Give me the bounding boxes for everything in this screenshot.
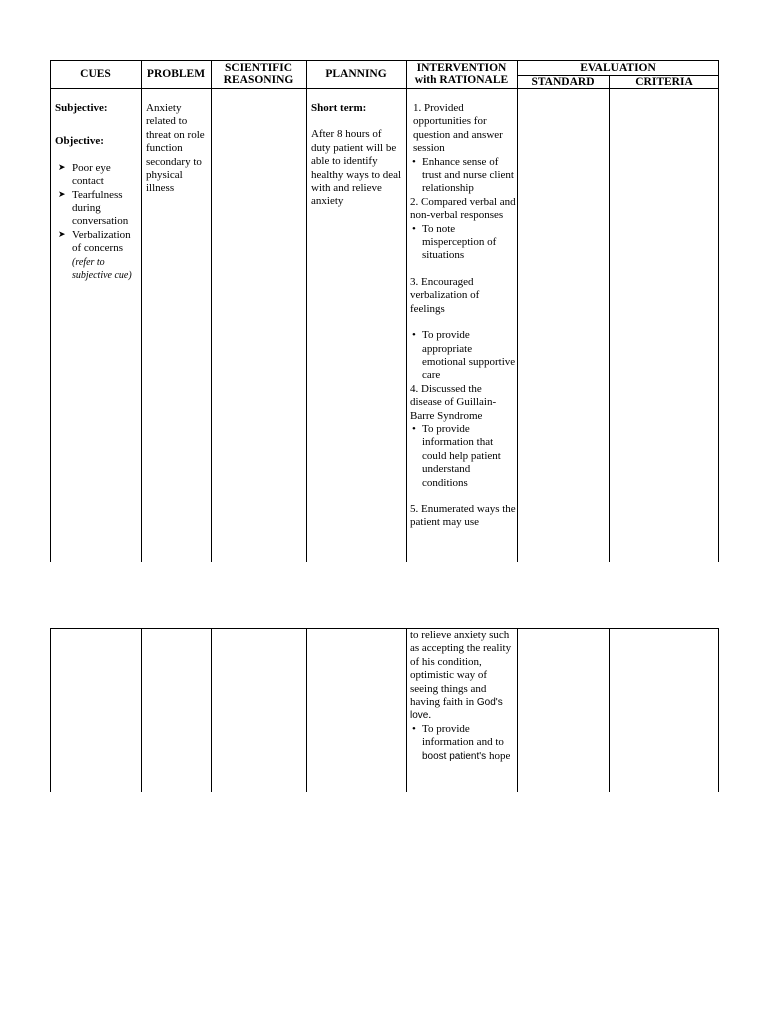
table-border-right	[718, 628, 719, 792]
care-plan-table-part-2	[50, 628, 719, 792]
list-item: ➤ Verbalization of concerns	[55, 229, 139, 256]
intervention-5-text: to relieve anxiety such as accepting the reality of his condition, optimistic way of seeing things and having faith in	[410, 629, 512, 709]
intervention-5-start: 5. Enumerated ways the patient may use	[410, 502, 516, 529]
rationale-3	[410, 329, 516, 383]
column-divider	[141, 628, 142, 792]
rationale-2	[410, 223, 516, 263]
intervention-5-period: .	[428, 709, 432, 722]
column-divider	[406, 60, 407, 562]
intervention-5-emphasis: God's love	[410, 697, 503, 722]
table-border-left	[50, 60, 51, 562]
intervention-cell-continued	[410, 629, 516, 763]
column-divider	[609, 628, 610, 792]
bullet-icon: •	[412, 422, 416, 435]
header-scientific-reasoning	[211, 60, 306, 88]
planning-text: After 8 hours of duty patient will be able to identify healthy ways to deal with and relieve anxiety	[311, 128, 402, 208]
header-scientific-line1: SCIENTIFIC	[224, 62, 293, 74]
intervention-3: 3. Encouraged verbalization of feelings	[410, 275, 480, 315]
list-item: ➤ Tearfulness during conversation	[55, 189, 139, 229]
rationale-text: To provide appropriate emotional supportive care	[422, 329, 516, 382]
header-cues: CUES	[80, 68, 111, 80]
rationale-text: To provide information and to	[422, 722, 504, 749]
bullet-icon: •	[412, 155, 416, 168]
column-divider	[306, 60, 307, 562]
header-scientific-line2: REASONING	[223, 74, 294, 86]
header-planning: PLANNING	[325, 68, 387, 80]
table-border-right	[718, 60, 719, 562]
column-divider	[517, 628, 518, 792]
rationale-4	[410, 423, 516, 490]
subjective-label: Subjective:	[55, 102, 108, 114]
rationale-text-emphasis: boost patient's	[422, 750, 487, 762]
intervention-2: 2. Compared verbal and non-verbal responses	[410, 195, 516, 222]
cues-cell	[55, 102, 139, 282]
header-evaluation: EVALUATION	[580, 61, 656, 74]
rationale-1	[410, 156, 516, 196]
intervention-1: 1. Provided opportunities for question and answer session	[413, 102, 503, 155]
intervention-5-continued	[410, 629, 516, 723]
header-intervention-line1: INTERVENTION	[416, 62, 507, 74]
problem-text: Anxiety related to threat on role function secondary to physical illness	[146, 102, 205, 195]
column-divider	[141, 60, 142, 562]
table-border-top	[50, 628, 719, 629]
bullet-icon: •	[412, 329, 416, 342]
header-bottom-border	[50, 88, 719, 89]
column-divider	[306, 628, 307, 792]
header-standard: STANDARD	[531, 75, 595, 88]
header-intervention	[406, 60, 517, 88]
objective-cues-list	[55, 162, 139, 256]
rationale-5	[410, 723, 516, 763]
column-divider	[211, 60, 212, 562]
intervention-cell	[410, 102, 516, 530]
column-divider	[406, 628, 407, 792]
header-intervention-line2: with RATIONALE	[414, 74, 509, 86]
header-criteria: CRITERIA	[635, 75, 693, 88]
table-border-left	[50, 628, 51, 792]
care-plan-table-part-1	[50, 60, 719, 562]
rationale-text: To note misperception of situations	[422, 222, 497, 262]
problem-cell	[146, 102, 208, 196]
objective-label: Objective:	[55, 135, 104, 148]
cue-note: (refer to subjective cue)	[72, 256, 132, 282]
rationale-text: Enhance sense of trust and nurse client relationship	[422, 155, 514, 195]
rationale-text: hope	[488, 749, 511, 762]
intervention-4: 4. Discussed the disease of Guillain-Barre Syndrome	[410, 382, 497, 422]
planning-cell	[311, 102, 403, 209]
column-divider	[211, 628, 212, 792]
column-divider	[517, 60, 518, 562]
column-divider	[609, 75, 610, 562]
rationale-text: To provide information that could help patient understand conditions	[422, 422, 501, 489]
bullet-icon: •	[412, 722, 416, 735]
planning-label: Short term:	[311, 102, 367, 114]
list-item: ➤ Poor eye contact	[55, 162, 139, 189]
bullet-icon: •	[412, 222, 416, 235]
header-problem: PROBLEM	[146, 68, 206, 80]
